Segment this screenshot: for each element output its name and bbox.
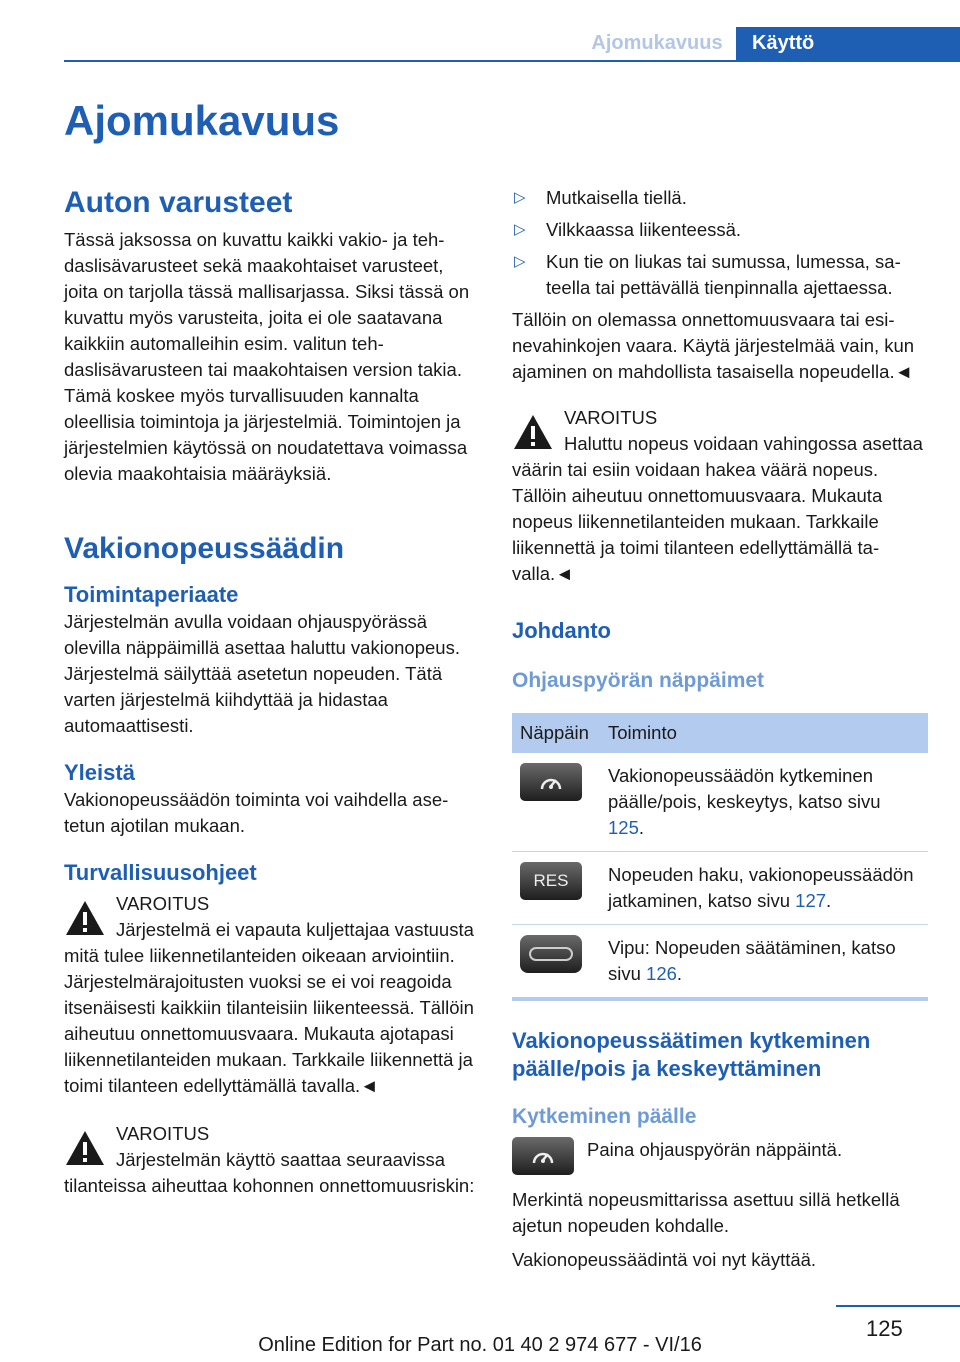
header-rule — [64, 60, 736, 62]
cruise-control-button-icon — [520, 763, 582, 801]
warning-block — [64, 1121, 480, 1199]
warning-title: VAROITUS — [116, 893, 210, 914]
column-header-key: Näppäin — [512, 713, 600, 753]
warning-block — [64, 891, 480, 1099]
warning-title: VAROITUS — [116, 1123, 210, 1144]
warning-text: Haluttu nopeus voidaan vahingossa asettaa väärin tai esiin voidaan hakea väärä nopeus. Tällöin aiheutuu onnettomuusvaara. Mukauta nopeus liikennetilanteiden mukaan. Tarkkaile liikennettä ja toimi tilanteen edellyttämällä tavalla.◄ — [512, 433, 923, 584]
table-row — [512, 852, 928, 925]
paragraph-principle: Järjestelmän avulla voidaan ohjauspyörässä olevilla näppäimillä asettaa haluttu vakionopeus. Järjestelmä säilyttää asetetun nopeuden. Tätä varten järjestelmä kiihdyttää ja hidastaa automaattisesti. — [64, 611, 460, 736]
table-cell-function: Vakionopeussäädön kytkeminen päälle/pois, keskeytys, katso sivu 125. — [600, 753, 928, 852]
paragraph-ready: Vakionopeussäädintä voi nyt käyttää. — [512, 1249, 817, 1270]
table-cell-function: Vipu: Nopeuden säätäminen, katso sivu 126. — [608, 937, 896, 984]
page-link[interactable]: 127 — [795, 890, 827, 911]
bullet-triangle-icon: ▷ — [514, 253, 526, 270]
table-cell-function: Nopeuden haku, vakionopeussäädön jatkaminen, katso sivu 127. — [600, 852, 928, 925]
cruise-control-button-icon — [512, 1137, 574, 1175]
warning-triangle-icon — [64, 897, 106, 939]
page-title: Ajomukavuus — [64, 97, 340, 144]
paragraph-equipment: Tässä jaksossa on kuvattu kaikki vakio- ja tehdaslisävarusteet sekä maakohtaiset varusteet, joita on tarjolla tässä mallisarjassa. Siksi tässä on kuvattu myös varusteita, joita ei ole saatavana kaikkiin automalleihin esim. valitun tehdaslisävarusteen tai maakohtaisen version takia. Tämä koskee myös turvallisuuden kannalta oleellisia toimintoja ja järjestelmiä. Toimintojen ja järjestelmien käytössä on noudatettava voimassa olevia maakohtaisia määräyksiä. — [64, 229, 470, 484]
table-bottom-rule — [512, 997, 928, 1001]
paragraph-speedometer-marker: Merkintä nopeusmittarissa asettuu sillä hetkellä ajetun nopeuden kohdalle. — [512, 1189, 900, 1236]
warning-triangle-icon — [64, 1127, 106, 1169]
warning-block — [512, 405, 928, 587]
table-row — [512, 925, 928, 998]
table-row — [512, 753, 928, 852]
left-column — [64, 185, 480, 1199]
heading-johdanto: Johdanto — [512, 618, 611, 643]
footer-edition: Online Edition for Part no. 01 40 2 974 677 - VI/16 — [258, 1334, 702, 1356]
list-item: ▷ Mutkaisella tiellä. — [512, 185, 928, 211]
heading-turvallisuusohjeet: Turvallisuusohjeet — [64, 860, 257, 885]
heading-kytkeminen-paalle-pois: Vakionopeussäätimen kytkeminen päälle/pois ja keskeyttäminen — [512, 1028, 871, 1081]
step-text: Paina ohjauspyörän näppäintä. — [587, 1139, 843, 1160]
list-item: ▷ Kun tie on liukas tai sumussa, lumessa, sateella tai pettävällä tienpinnalla ajettaessa. — [514, 251, 901, 298]
page-link[interactable]: 125 — [608, 817, 639, 838]
res-button-icon: RES — [520, 862, 582, 900]
step-press-button — [512, 1137, 928, 1181]
right-column — [512, 185, 928, 1273]
heading-vakionopeussaadin: Vakionopeussäädin — [64, 532, 345, 565]
page-number: 125 — [866, 1316, 903, 1341]
heading-kytkeminen-paalle: Kytkeminen päälle — [512, 1105, 697, 1128]
column-header-function: Toiminto — [600, 713, 928, 753]
bullet-triangle-icon: ▷ — [514, 221, 526, 238]
heading-ohjauspyoran-nappaimet: Ohjauspyörän näppäimet — [512, 669, 765, 692]
warning-title: VAROITUS — [564, 407, 658, 428]
heading-yleista: Yleistä — [64, 760, 135, 785]
page-number-rule — [836, 1305, 960, 1307]
list-item: ▷ Vilkkaassa liikenteessä. — [512, 217, 928, 243]
lever-button-icon — [520, 935, 582, 973]
page-link[interactable]: 126 — [646, 963, 677, 984]
warning-triangle-icon — [512, 411, 554, 453]
paragraph-general: Vakionopeussäädön toiminta voi vaihdella asetetun ajotilan mukaan. — [64, 789, 449, 836]
buttons-table — [512, 713, 928, 997]
warning-text: Järjestelmän käyttö saattaa seuraavissa tilanteissa aiheuttaa kohonnen onnettomuusriskin: — [64, 1149, 475, 1196]
header-section-label: Ajomukavuus — [591, 32, 723, 54]
heading-auton-varusteet: Auton varusteet — [64, 186, 293, 219]
table-header-row — [512, 713, 928, 753]
header-chapter-tab: Käyttö — [736, 27, 960, 62]
paragraph-accident-risk: Tällöin on olemassa onnettomuusvaara tai esinevahinkojen vaara. Käytä järjestelmää vain, kun ajaminen on mahdollista tasaisella nopeudella.◄ — [512, 309, 915, 382]
bullet-triangle-icon: ▷ — [514, 189, 526, 206]
heading-toimintaperiaate: Toimintaperiaate — [64, 582, 239, 607]
warning-text: Järjestelmä ei vapauta kuljettajaa vastuusta mitä tulee liikennetilanteiden oikeaan arviointiin. Järjestelmärajoitusten vuoksi se ei voi reagoida itsenäisesti kaikkiin tilanteisiin liikenteessä. Tällöin aiheutuu onnettomuusvaara. Mukauta ajotapasi liikennetilanteiden mukaan. Tarkkaile liikennettä ja toimi tilanteen edellyttämällä tavalla.◄ — [64, 919, 474, 1096]
